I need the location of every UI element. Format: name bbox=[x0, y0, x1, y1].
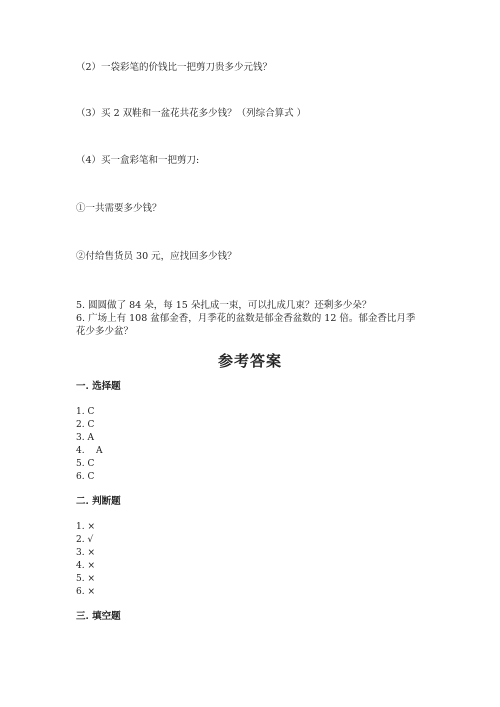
question-2-part-3: （3）买 2 双鞋和一盆花共花多少钱？（列综合算式 ） bbox=[76, 108, 307, 119]
answer-item: 2. C bbox=[76, 420, 95, 430]
section-heading-true-false: 二. 判断题 bbox=[76, 496, 121, 507]
question-2-part-4-1: ①一共需要多少钱？ bbox=[76, 203, 162, 214]
question-2-part-4: （4）买一盒彩笔和一把剪刀: bbox=[76, 155, 200, 166]
answer-item: 2. √ bbox=[76, 535, 94, 545]
answer-item: 1. × bbox=[76, 522, 95, 532]
section-heading-fill-in-blank: 三. 填空题 bbox=[76, 611, 121, 622]
answer-item: 5. C bbox=[76, 459, 95, 469]
answer-item: 1. C bbox=[76, 407, 95, 417]
answer-item: 6. × bbox=[76, 587, 95, 597]
answer-item: 4. × bbox=[76, 561, 95, 571]
answer-item: 6. C bbox=[76, 472, 95, 482]
question-2-part-2: （2）一袋彩笔的价钱比一把剪刀贵多少元钱？ bbox=[76, 62, 273, 73]
answer-item: 5. × bbox=[76, 574, 95, 584]
question-2-part-4-2: ②付给售货员 30 元，应找回多少钱？ bbox=[76, 251, 237, 262]
answer-key-title: 参考答案 bbox=[217, 352, 282, 370]
answer-item: 3. × bbox=[76, 548, 95, 558]
answer-item: 4. A bbox=[76, 446, 103, 456]
question-6-line-1: 6. 广场上有 108 盆郁金香，月季花的盆数是郁金香盆数的 12 倍。郁金香比月季 bbox=[76, 313, 416, 324]
question-5: 5. 圆圆做了 84 朵，每 15 朵扎成一束，可以扎成几束？还剩多少朵？ bbox=[76, 300, 372, 311]
section-heading-multiple-choice: 一. 选择题 bbox=[76, 381, 121, 392]
answer-item: 3. A bbox=[76, 433, 94, 443]
question-6-line-2: 花少多少盆？ bbox=[76, 326, 134, 337]
